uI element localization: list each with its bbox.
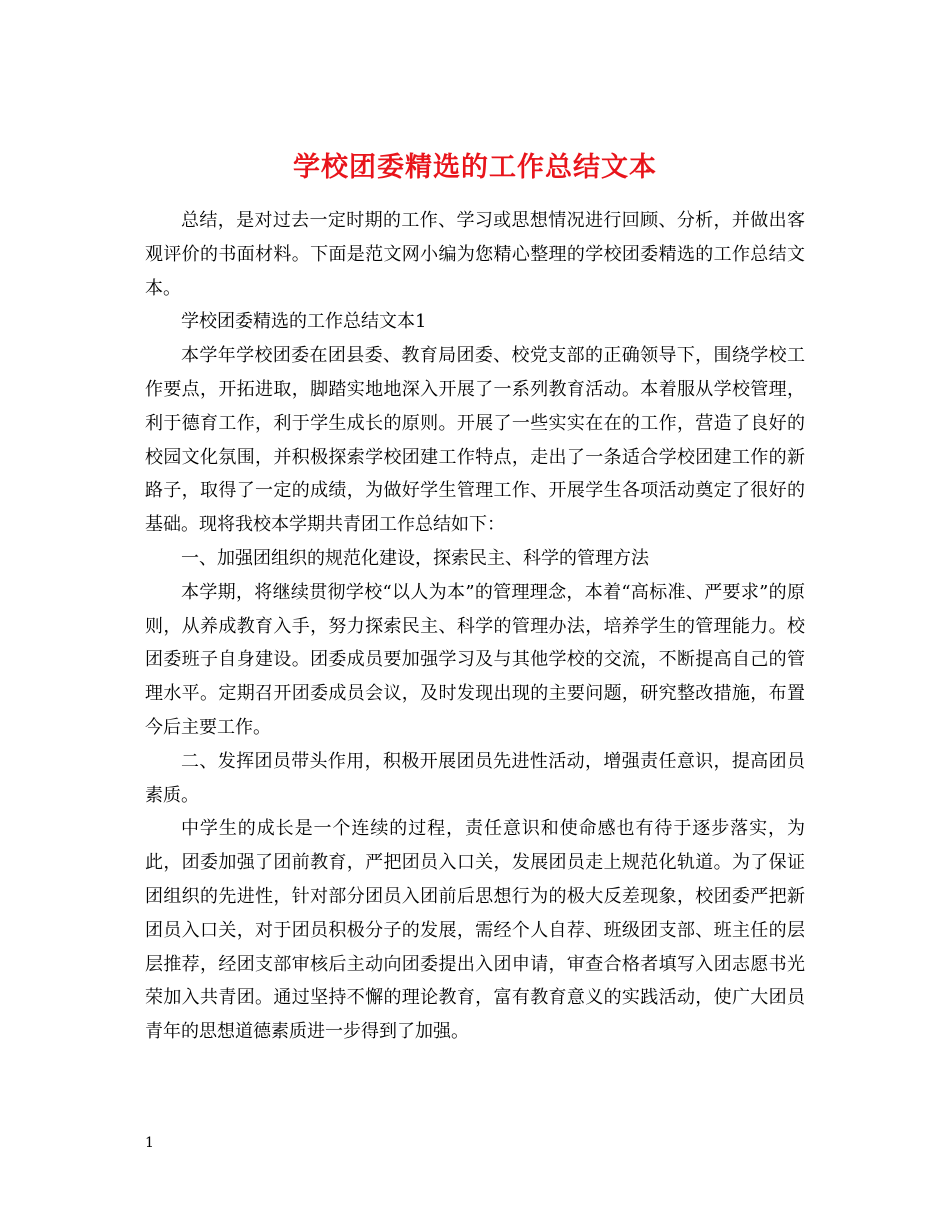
section-heading-two: 二、发挥团员带头作用，积极开展团员先进性活动，增强责任意识，提高团员素质。 — [145, 750, 805, 806]
page-number: 1 — [145, 1135, 154, 1151]
document-body — [145, 204, 805, 1049]
body-paragraph: 中学生的成长是一个连续的过程，责任意识和使命感也有待于逐步落实，为此，团委加强了团前教育，严把团员入口关，发展团员走上规范化轨道。为了保证团组织的先进性，针对部分团员入团前后思想行为的极大反差现象，校团委严把新团员入口关，对于团员积极分子的发展，需经个人自荐、班级团支部、班主任的层层推荐，经团支部审核后主动向团委提出入团申请，审查合格者填写入团志愿书光荣加入共青团。通过坚持不懈的理论教育，富有教育意义的实践活动，使广大团员青年的思想道德素质进一步得到了加强。 — [145, 818, 805, 1043]
section-heading-text-1: 学校团委精选的工作总结文本1 — [181, 311, 427, 333]
body-paragraph: 本学期，将继续贯彻学校“以人为本”的管理理念，本着“高标准、严要求”的原则，从养成教育入手，努力探索民主、科学的管理办法，培养学生的管理能力。校团委班子自身建设。团委成员要加强学习及与其他学校的交流，不断提高自己的管理水平。定期召开团委成员会议，及时发现出现的主要问题，研究整改措施，布置今后主要工作。 — [145, 581, 805, 738]
body-paragraph: 本学年学校团委在团县委、教育局团委、校党支部的正确领导下，围绕学校工作要点，开拓进取，脚踏实地地深入开展了一系列教育活动。本着服从学校管理，利于德育工作，利于学生成长的原则。开展了一些实实在在的工作，营造了良好的校园文化氛围，并积极探索学校团建工作特点，走出了一条适合学校团建工作的新路子，取得了一定的成绩，为做好学生管理工作、开展学生各项活动奠定了很好的基础。现将我校本学期共青团工作总结如下： — [145, 345, 805, 536]
section-heading-one: 一、加强团组织的规范化建设，探索民主、科学的管理方法 — [181, 547, 649, 569]
intro-paragraph: 总结，是对过去一定时期的工作、学习或思想情况进行回顾、分析，并做出客观评价的书面材料。下面是范文网小编为您精心整理的学校团委精选的工作总结文本。 — [145, 210, 805, 299]
document-title: 学校团委精选的工作总结文本 — [293, 152, 657, 184]
